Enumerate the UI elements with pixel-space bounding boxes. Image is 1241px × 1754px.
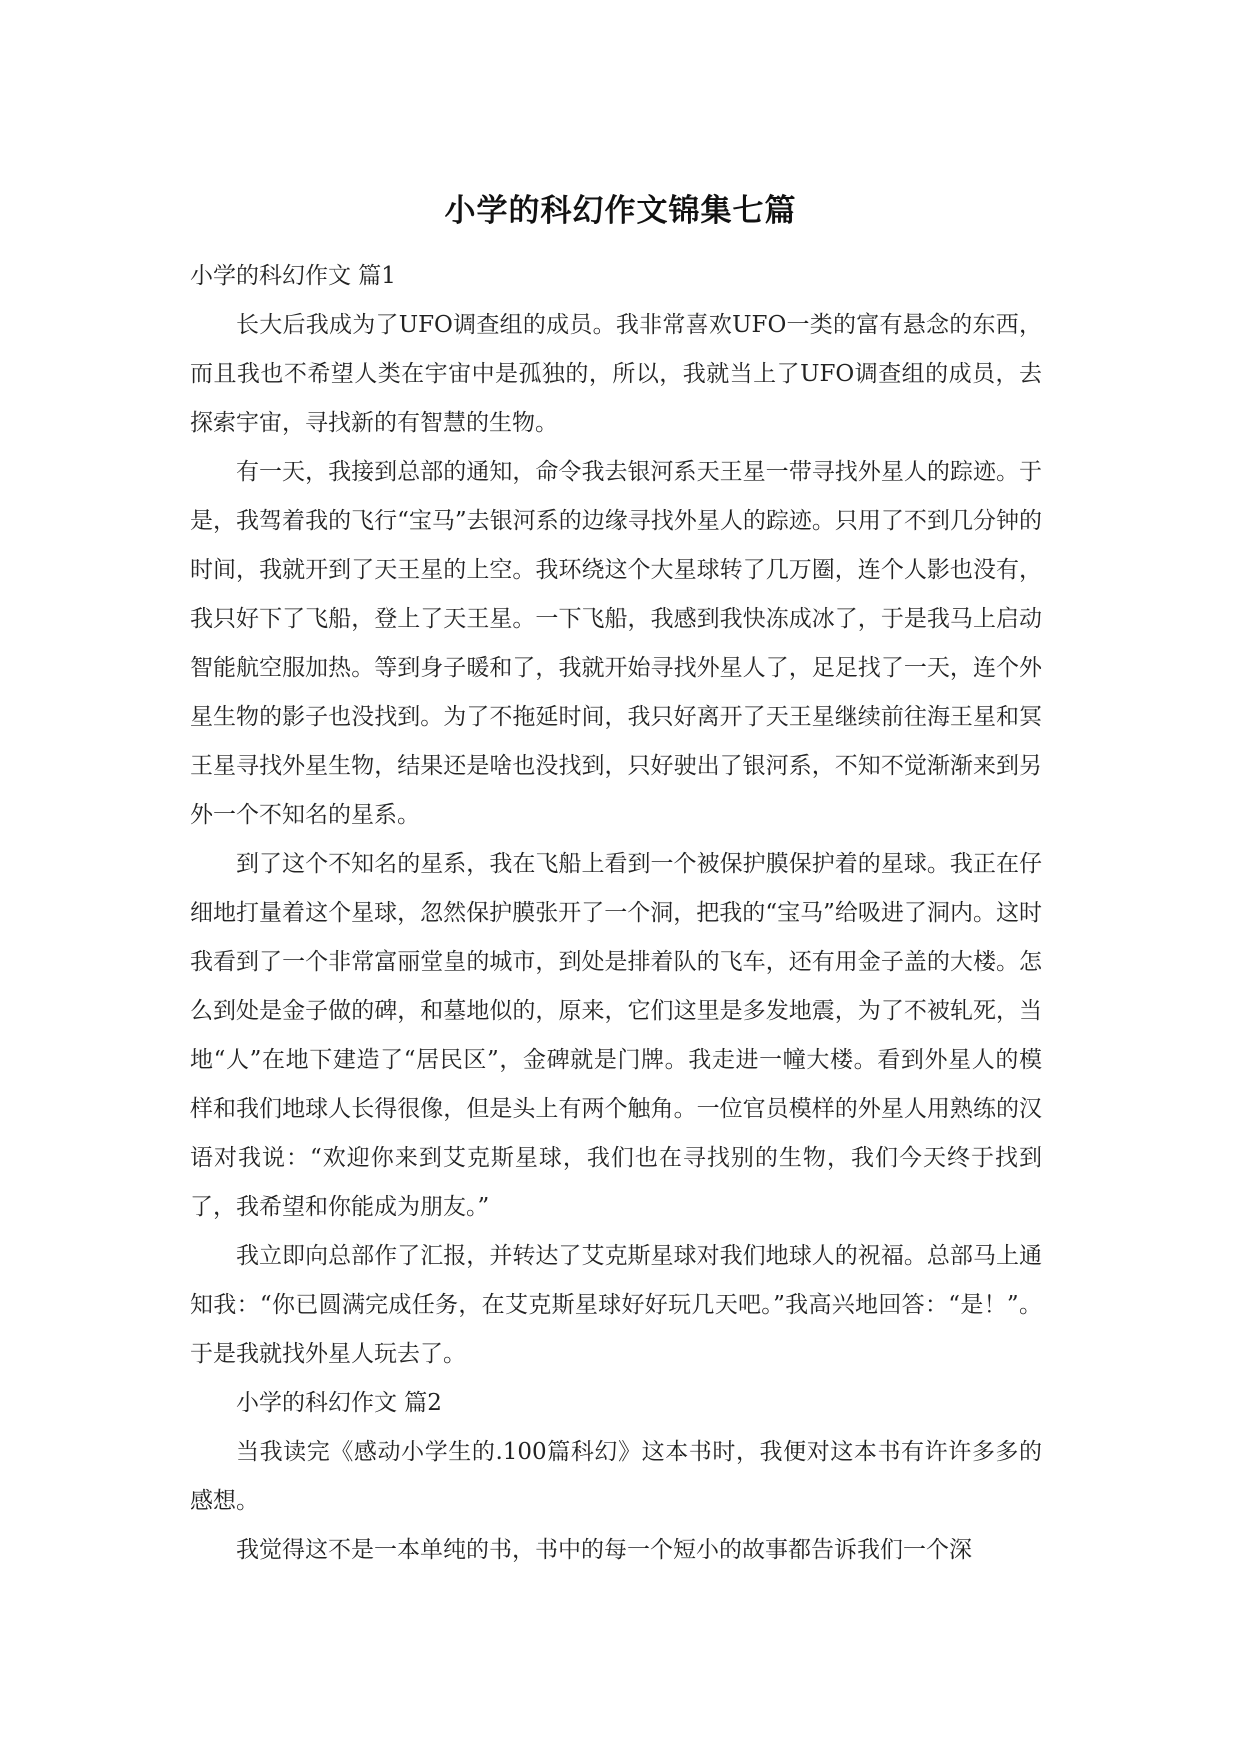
section-heading-2: 小学的科幻作文 篇2	[236, 1390, 442, 1416]
paragraph-4: 我立即向总部作了汇报，并转达了艾克斯星球对我们地球人的祝福。总部马上通知我：“你已圆满完成任务，在艾克斯星球好好玩几天吧。”我高兴地回答：“是！”。于是我就找外星人玩去了。	[190, 1243, 1042, 1367]
document-title: 小学的科幻作文锦集七篇	[444, 193, 797, 229]
paragraph-1: 长大后我成为了UFO调查组的成员。我非常喜欢UFO一类的富有悬念的东西，而且我也不希望人类在宇宙中是孤独的，所以，我就当上了UFO调查组的成员，去探索宇宙，寻找新的有智慧的生物。	[190, 312, 1042, 436]
section-heading-1: 小学的科幻作文 篇1	[190, 263, 396, 289]
paragraph-3: 到了这个不知名的星系，我在飞船上看到一个被保护膜保护着的星球。我正在仔细地打量着这个星球，忽然保护膜张开了一个洞，把我的“宝马”给吸进了洞内。这时我看到了一个非常富丽堂皇的城市，到处是排着队的飞车，还有用金子盖的大楼。怎么到处是金子做的碑，和墓地似的，原来，它们这里是多发地震，为了不被轧死，当地“人”在地下建造了“居民区”，金碑就是门牌。我走进一幢大楼。看到外星人的模样和我们地球人长得很像，但是头上有两个触角。一位官员模样的外星人用熟练的汉语对我说：“欢迎你来到艾克斯星球，我们也在寻找别的生物，我们今天终于找到了，我希望和你能成为朋友。”	[190, 851, 1042, 1220]
document-body	[190, 252, 1042, 1575]
paragraph-2: 有一天，我接到总部的通知，命令我去银河系天王星一带寻找外星人的踪迹。于是，我驾着我的飞行“宝马”去银河系的边缘寻找外星人的踪迹。只用了不到几分钟的时间，我就开到了天王星的上空。我环绕这个大星球转了几万圈，连个人影也没有，我只好下了飞船，登上了天王星。一下飞船，我感到我快冻成冰了，于是我马上启动智能航空服加热。等到身子暖和了，我就开始寻找外星人了，足足找了一天，连个外星生物的影子也没找到。为了不拖延时间，我只好离开了天王星继续前往海王星和冥王星寻找外星生物，结果还是啥也没找到，只好驶出了银河系，不知不觉渐渐来到另外一个不知名的星系。	[190, 459, 1042, 828]
paragraph-5: 当我读完《感动小学生的.100篇科幻》这本书时，我便对这本书有许许多多的感想。	[190, 1439, 1042, 1514]
paragraph-6: 我觉得这不是一本单纯的书，书中的每一个短小的故事都告诉我们一个深	[236, 1537, 972, 1563]
